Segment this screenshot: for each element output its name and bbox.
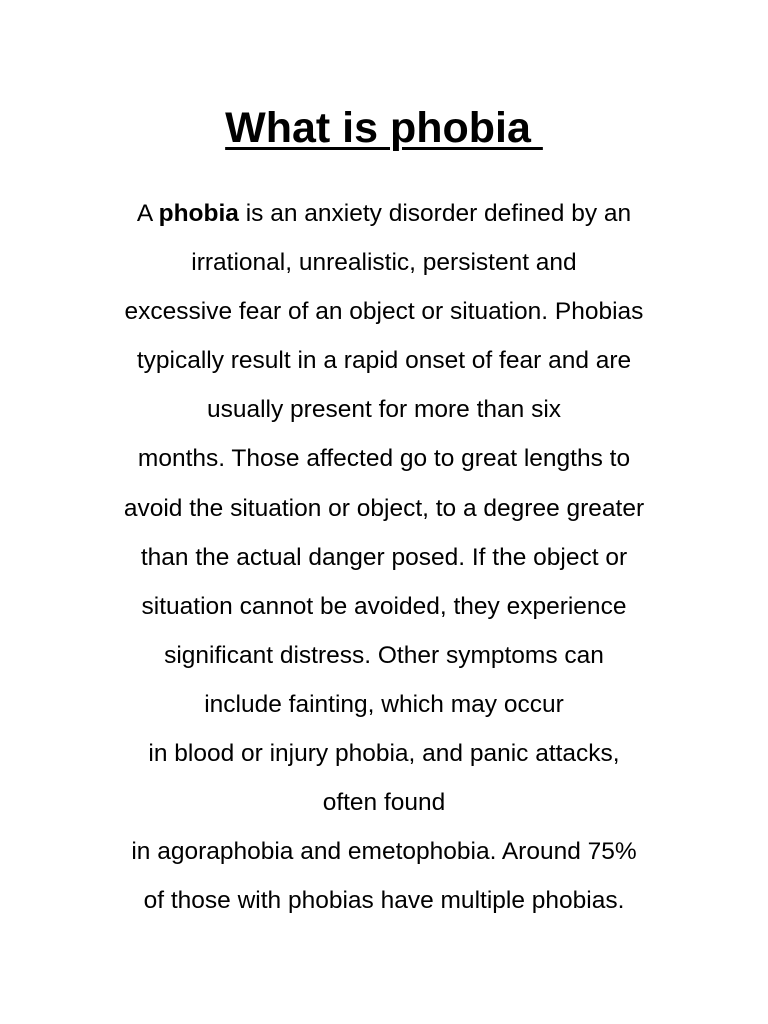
- paragraph-line: excessive fear of an object or situation. Phobias: [124, 298, 644, 326]
- paragraph-line: often found: [322, 789, 446, 817]
- page-title-text: What is phobia: [225, 104, 543, 152]
- paragraph-line: situation cannot be avoided, they experience: [141, 592, 627, 620]
- paragraph-line: than the actual danger posed. If the object or: [140, 543, 628, 571]
- paragraph-line: usually present for more than six: [206, 396, 562, 424]
- line-1-rest: is an anxiety disorder defined by an: [238, 200, 632, 227]
- line-1-lead: A: [136, 200, 159, 227]
- paragraph-line: typically result in a rapid onset of fear and are: [136, 347, 632, 375]
- paragraph-line-1: [60, 189, 708, 238]
- body-paragraph: [60, 189, 708, 925]
- bold-term-phobia: phobia: [158, 200, 239, 227]
- paragraph-line: irrational, unrealistic, persistent and: [191, 249, 577, 277]
- paragraph-line: in agoraphobia and emetophobia. Around 75%: [131, 838, 637, 866]
- paragraph-line: include fainting, which may occur: [204, 690, 564, 718]
- page-title: [0, 102, 768, 154]
- paragraph-line: months. Those affected go to great lengths to: [137, 445, 631, 473]
- paragraph-line: avoid the situation or object, to a degree greater: [123, 494, 645, 522]
- paragraph-line: in blood or injury phobia, and panic attacks,: [148, 740, 620, 768]
- paragraph-line: significant distress. Other symptoms can: [164, 641, 604, 669]
- paragraph-line: of those with phobias have multiple phobias.: [143, 887, 625, 915]
